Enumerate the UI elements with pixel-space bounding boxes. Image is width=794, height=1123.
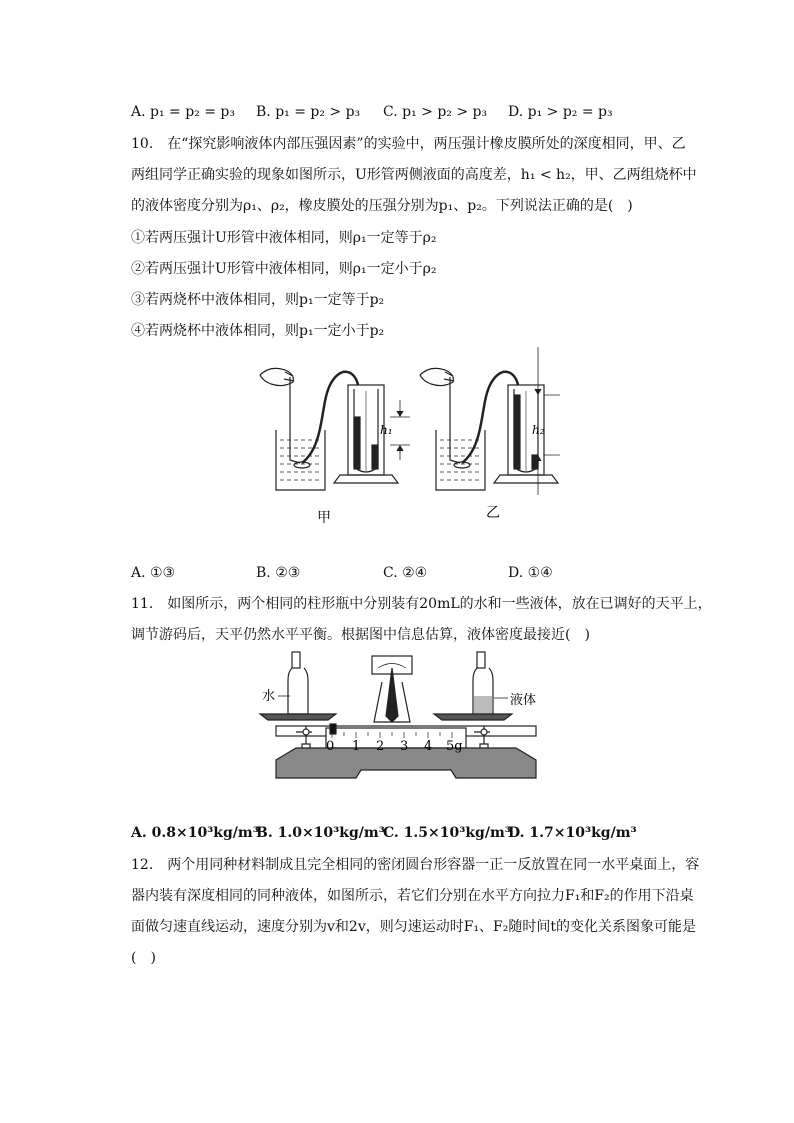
q12-line-2: 器内装有深度相同的同种液体，如图所示，若它们分别在水平方向拉力F₁和F₂的作用下沿桌: [131, 888, 694, 904]
q10-statement-3: ③若两烧杯中液体相同，则p₁一定等于p₂: [131, 292, 385, 308]
label-water: 水: [262, 689, 276, 704]
q10-line-3: 的液体密度分别为ρ₁、ρ₂，橡皮膜处的压强分别为p₁、p₂。下列说法正确的是( ): [131, 198, 633, 214]
caption-right: 乙: [486, 505, 500, 521]
pressure-gauge-figure: [240, 345, 560, 530]
q10-option-d: D. ①④: [508, 565, 553, 581]
q9-option-b: B. p₁ = p₂ > p₃: [256, 104, 361, 120]
q9-option-c: C. p₁ > p₂ > p₃: [383, 104, 488, 120]
scale-4: 4: [424, 739, 433, 754]
q10-option-b: B. ②③: [256, 565, 301, 581]
q10-statement-2: ②若两压强计U形管中液体相同，则ρ₁一定小于ρ₂: [131, 261, 437, 277]
q12-line-3: 面做匀速直线运动，速度分别为v和2v，则匀速运动时F₁、F₂随时间t的变化关系图象可能是: [131, 919, 697, 935]
q10-option-a: A. ①③: [131, 565, 176, 581]
q11-option-b: B. 1.0×10³kg/m³: [256, 825, 385, 841]
label-h1: h₁: [380, 423, 393, 437]
q11-line-2: 调节游码后，天平仍然水平平衡。根据图中信息估算，液体密度最接近( ): [131, 627, 590, 643]
scale-5g: 5g: [446, 739, 463, 754]
q10-line-1: 10. 在“探究影响液体内部压强因素”的实验中，两压强计橡皮膜所处的深度相同，甲、乙: [131, 136, 686, 152]
setup-right: [420, 347, 560, 495]
q10-line-2: 两组同学正确实验的现象如图所示，U形管两侧液面的高度差，h₁ < h₂，甲、乙两组烧杯中: [131, 167, 697, 183]
q12-line-1: 12. 两个用同种材料制成且完全相同的密闭圆台形容器一正一反放置在同一水平桌面上，容: [131, 857, 700, 873]
q9-options: [131, 102, 691, 122]
label-h2: h₂: [532, 423, 545, 437]
label-liquid: 液体: [510, 693, 537, 708]
q9-option-d: D. p₁ > p₂ = p₃: [508, 104, 613, 120]
q11-option-d: D. 1.7×10³kg/m³: [508, 825, 637, 841]
q9-option-a: A. p₁ = p₂ = p₃: [131, 104, 235, 120]
caption-left: 甲: [317, 510, 331, 526]
balance-figure: [256, 648, 556, 788]
q10-statement-4: ④若两烧杯中液体相同，则p₁一定小于p₂: [131, 323, 385, 339]
q10-option-c: C. ②④: [383, 565, 428, 581]
q12-line-4: ( ): [131, 950, 156, 966]
q11-option-c: C. 1.5×10³kg/m³: [383, 825, 511, 841]
q11-options: [131, 823, 691, 843]
scale-1: 1: [352, 739, 361, 754]
q11-line-1: 11. 如图所示，两个相同的柱形瓶中分别装有20mL的水和一些液体，放在已调好的天平上，: [131, 596, 712, 612]
scale-0: 0: [326, 739, 335, 754]
q10-options: [131, 563, 691, 583]
scale-3: 3: [400, 739, 409, 754]
q11-option-a: A. 0.8×10³kg/m³: [131, 825, 259, 841]
q10-statement-1: ①若两压强计U形管中液体相同，则ρ₁一定等于ρ₂: [131, 230, 437, 246]
scale-2: 2: [376, 739, 385, 754]
